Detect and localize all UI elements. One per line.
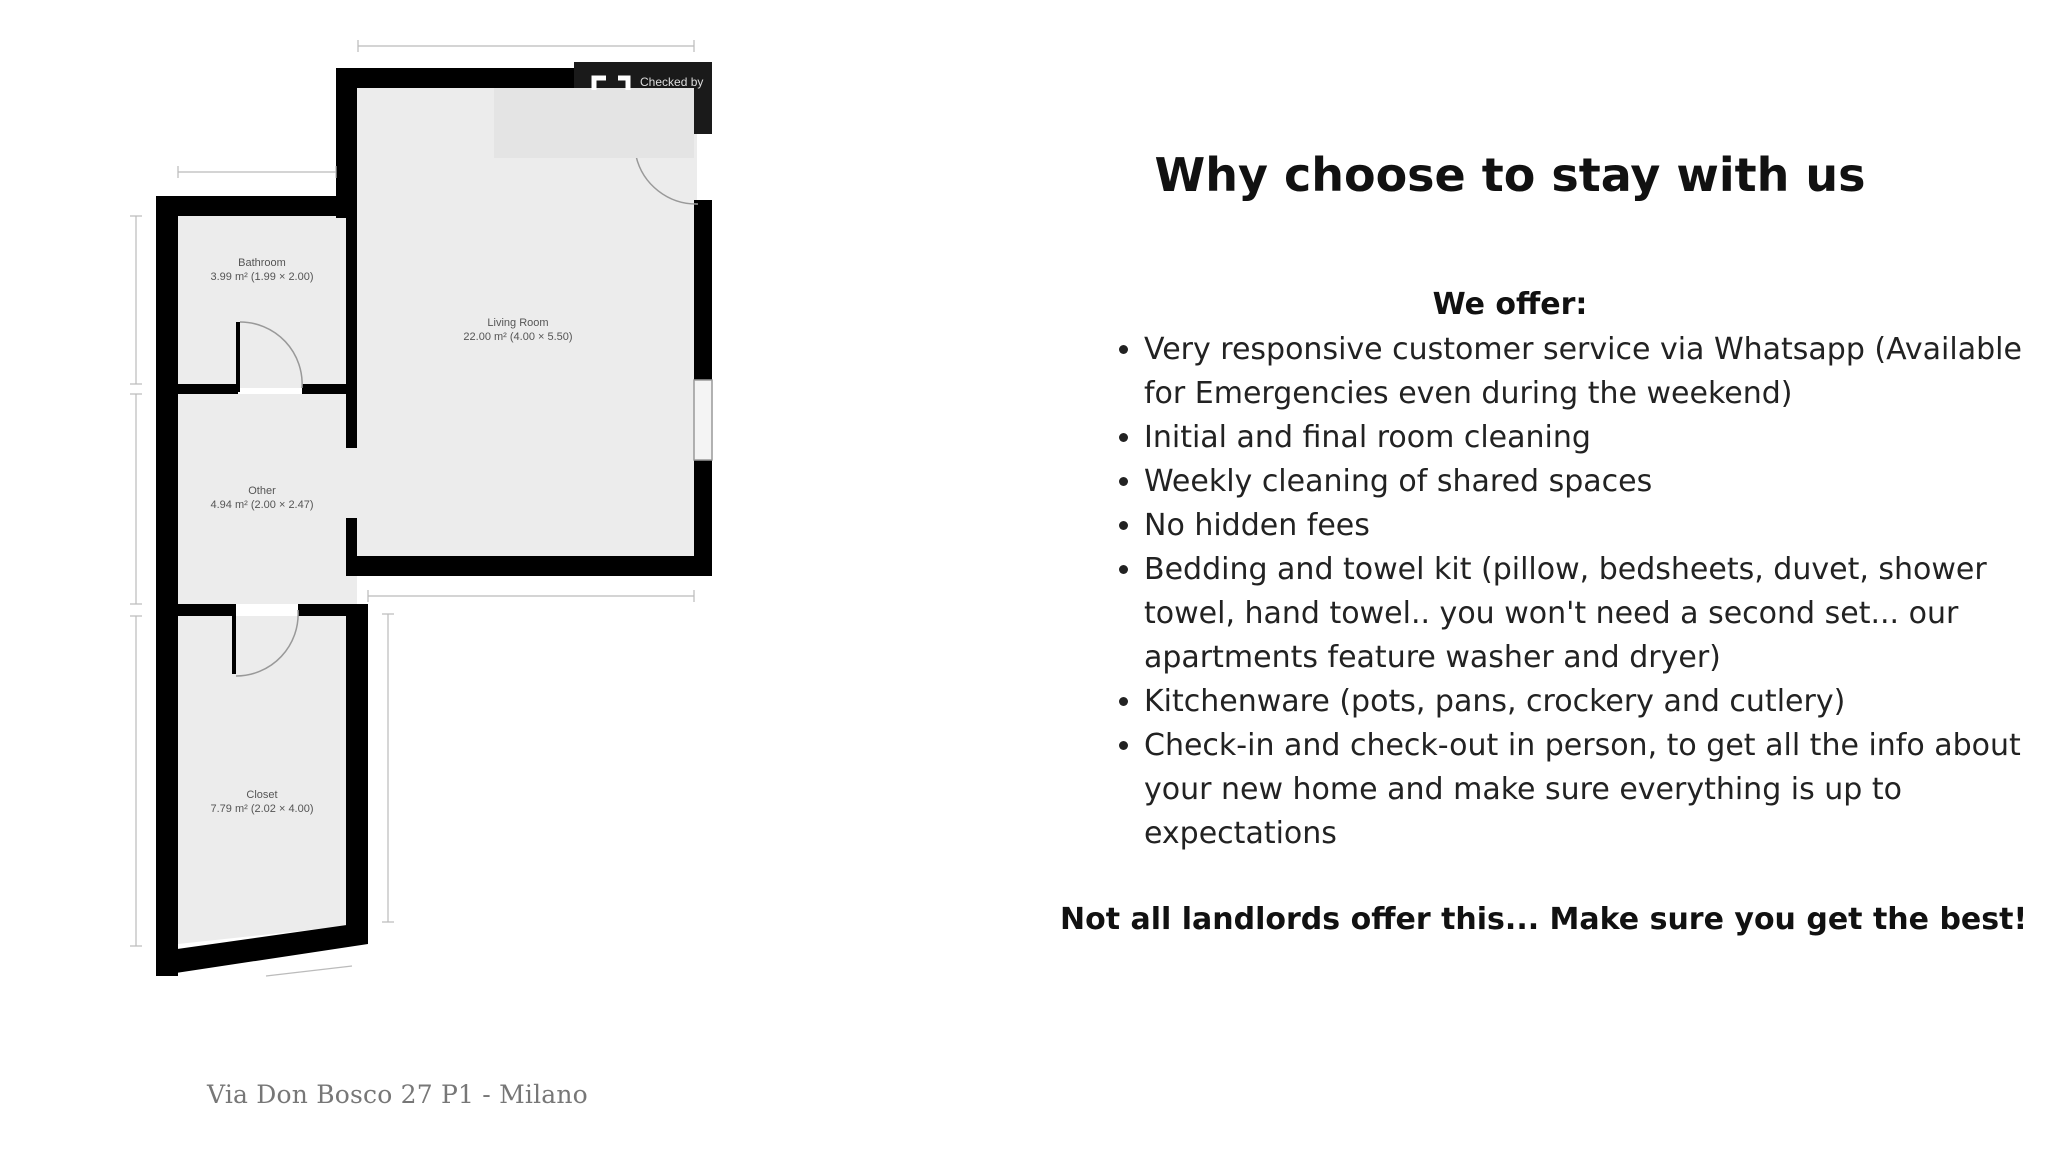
list-item: • Very responsive customer service via Whatsapp (Available for Emergencies even during the weekend) <box>1144 328 2048 416</box>
list-item: • Bedding and towel kit (pillow, bedsheets, duvet, shower towel, hand towel.. you won't need a second set... our apartments feature washer and dryer) <box>1144 548 2048 680</box>
room-name-living-room: Living Room <box>487 317 549 329</box>
list-item: • Weekly cleaning of shared spaces <box>1144 460 2048 504</box>
badge-label: Checked by <box>640 75 704 89</box>
closet-floor <box>178 616 346 944</box>
offer-list <box>1100 328 2048 856</box>
bathroom-floor <box>178 216 346 388</box>
room-area-bathroom: 3.99 m² (1.99 × 2.00) <box>210 271 314 283</box>
list-item: • Kitchenware (pots, pans, crockery and cutlery) <box>1144 680 2048 724</box>
list-item: • No hidden fees <box>1144 504 2048 548</box>
address-caption: Via Don Bosco 27 P1 - Milano <box>207 1080 588 1109</box>
room-name-closet: Closet <box>246 789 278 801</box>
closing-line: Not all landlords offer this... Make sure you get the best! <box>1060 902 2028 937</box>
list-item: • Initial and final room cleaning <box>1144 416 2048 460</box>
floorplan <box>0 0 760 1152</box>
window <box>694 380 712 460</box>
room-area-closet: 7.79 m² (2.02 × 4.00) <box>210 803 314 815</box>
room-area-other: 4.94 m² (2.00 × 2.47) <box>210 499 314 511</box>
room-name-other: Other <box>248 485 276 497</box>
room-name-bathroom: Bathroom <box>238 257 286 269</box>
room-area-living-room: 22.00 m² (4.00 × 5.50) <box>463 331 573 343</box>
floorplan-drawing <box>0 0 760 1152</box>
list-item: • Check-in and check-out in person, to get all the info about your new home and make sure everything is up to expectations <box>1144 724 2048 856</box>
page-title: Why choose to stay with us <box>1154 148 1866 202</box>
offer-heading: We offer: <box>1432 287 1588 322</box>
content-panel <box>1060 0 2028 1152</box>
